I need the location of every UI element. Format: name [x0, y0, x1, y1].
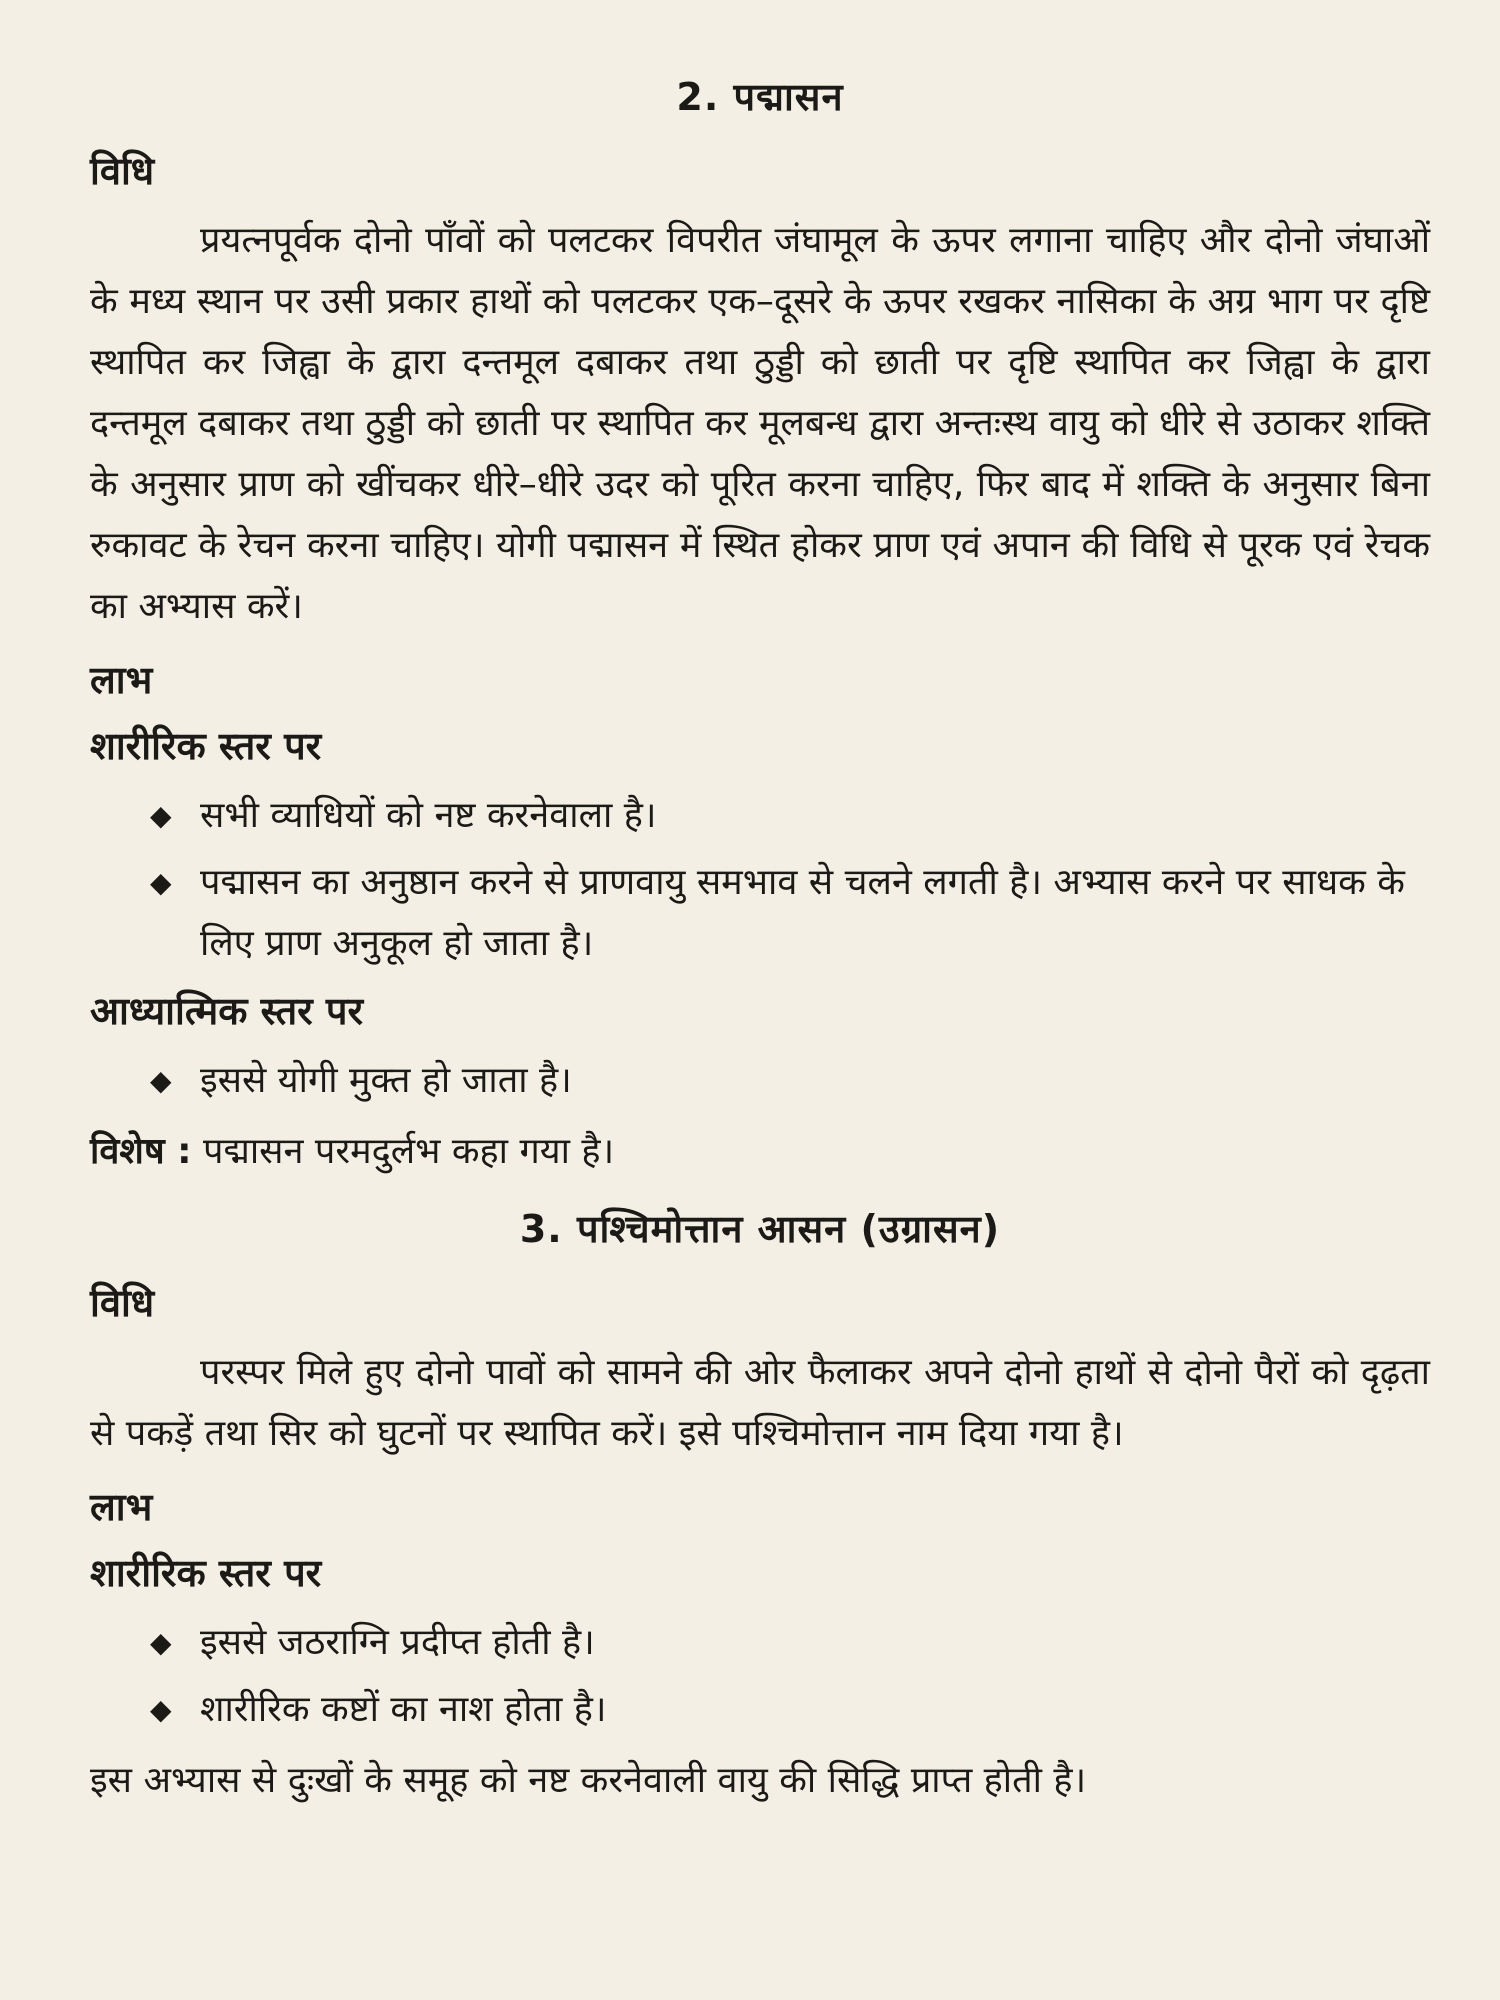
- section-3-method-heading: विधि: [90, 1281, 155, 1325]
- book-page: [90, 70, 1430, 1827]
- list-item-text: इससे योगी मुक्त हो जाता है।: [200, 1060, 572, 1101]
- list-item-text: पद्मासन का अनुष्ठान करने से प्राणवायु समभाव से चलने लगती है। अभ्यास करने पर साधक के लिए प्राण अनुकूल हो जाता है।: [200, 862, 1405, 964]
- list-item: [150, 852, 1430, 974]
- section-2-method-heading: विधि: [90, 149, 155, 193]
- list-item: [150, 1612, 1430, 1673]
- diamond-bullet-icon: ◆: [150, 1693, 172, 1726]
- section-3-physical-heading: शारीरिक स्तर पर: [90, 1551, 322, 1595]
- section-2-title: 2. पद्मासन: [676, 75, 844, 119]
- section-3-closing-text: इस अभ्यास से दुःखों के समूह को नष्ट करनेवाली वायु की सिद्धि प्राप्त होती है।: [90, 1760, 1087, 1801]
- list-item-text: सभी व्याधियों को नष्ट करनेवाला है।: [200, 795, 657, 836]
- section-2-physical-list: [90, 785, 1430, 974]
- diamond-bullet-icon: ◆: [150, 1626, 172, 1659]
- diamond-bullet-icon: ◆: [150, 799, 172, 832]
- list-item: [150, 1050, 1430, 1111]
- section-2-spiritual-list: [90, 1050, 1430, 1111]
- diamond-bullet-icon: ◆: [150, 1064, 172, 1097]
- section-2-spiritual-heading: आध्यात्मिक स्तर पर: [90, 989, 364, 1033]
- list-item-text: शारीरिक कष्टों का नाश होता है।: [200, 1689, 607, 1730]
- list-item: [150, 785, 1430, 846]
- section-2-benefit-heading: लाभ: [90, 658, 153, 702]
- section-2-method-text: प्रयत्नपूर्वक दोनो पाँवों को पलटकर विपरीत जंघामूल के ऊपर लगाना चाहिए और दोनो जंघाओं के मध्य स्थान पर उसी प्रकार हाथों को पलटकर एक–दूसरे के ऊपर रखकर नासिका के अग्र भाग पर दृष्टि स्थापित कर जिह्वा के द्वारा दन्तमूल दबाकर तथा ठुड्डी को छाती पर दृष्टि स्थापित कर जिह्वा के द्वारा दन्तमूल दबाकर तथा ठुड्डी को छाती पर स्थापित कर मूलबन्ध द्वारा अन्तःस्थ वायु को धीरे से उठाकर शक्ति के अनुसार प्राण को खींचकर धीरे–धीरे उदर को पूरित करना चाहिए, फिर बाद में शक्ति के अनुसार बिना रुकावट के रेचन करना चाहिए। योगी पद्मासन में स्थित होकर प्राण एवं अपान की विधि से पूरक एवं रेचक का अभ्यास करें।: [90, 220, 1430, 627]
- section-2-physical-heading: शारीरिक स्तर पर: [90, 724, 322, 768]
- section-3-method-text: परस्पर मिले हुए दोनो पावों को सामने की ओर फैलाकर अपने दोनो हाथों से दोनो पैरों को दृढ़ता से पकड़ें तथा सिर को घुटनों पर स्थापित करें। इसे पश्चिमोत्तान नाम दिया गया है।: [90, 1352, 1430, 1454]
- special-label: विशेष :: [90, 1131, 192, 1172]
- section-3-benefit-heading: लाभ: [90, 1485, 153, 1529]
- section-3-physical-list: [90, 1612, 1430, 1740]
- list-item-text: इससे जठराग्नि प्रदीप्त होती है।: [200, 1622, 595, 1663]
- section-3-title: 3. पश्चिमोत्तान आसन (उग्रासन): [519, 1207, 1001, 1251]
- section-2-special-note: [90, 1121, 1430, 1182]
- special-text: पद्मासन परमदुर्लभ कहा गया है।: [203, 1131, 615, 1172]
- diamond-bullet-icon: ◆: [150, 866, 172, 899]
- list-item: [150, 1679, 1430, 1740]
